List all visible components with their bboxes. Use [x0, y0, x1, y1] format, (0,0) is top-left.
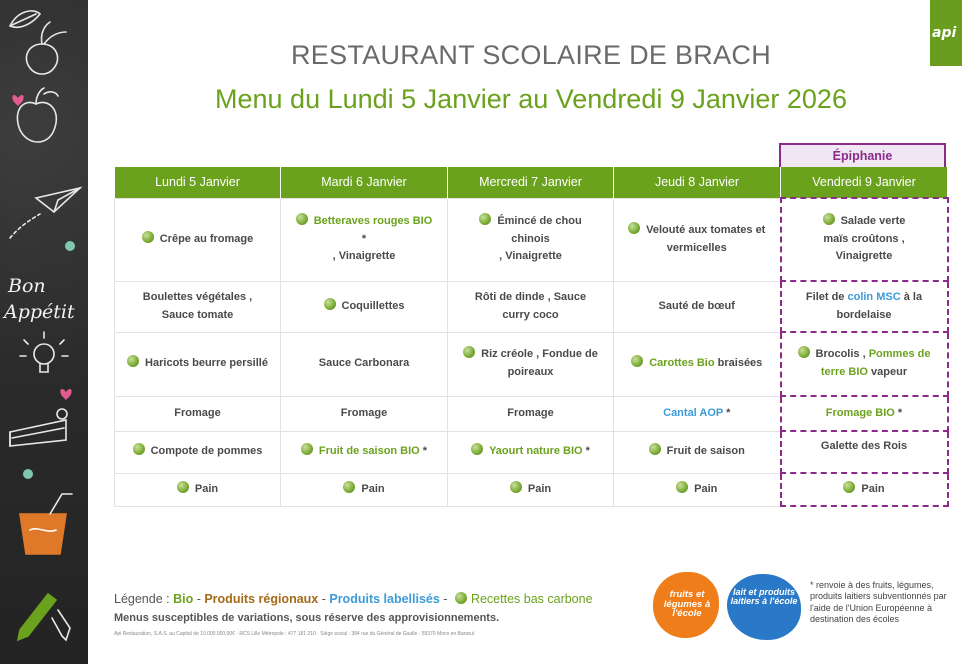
menu-cell: Crêpe au fromage — [115, 198, 281, 281]
day-header: Lundi 5 Janvier — [115, 167, 281, 198]
small-print: Api Restauration, S.A.S. au Capital de 10.000.000,00€ · RCS Lille Métropole : 477 181 210 · Siège social : 384 rue du Général de Gaulle · 59370 Mons en Barœul — [114, 631, 474, 637]
brand-logo: api — [930, 0, 962, 66]
menu-cell-special: Fromage BIO * — [781, 396, 948, 431]
menu-cell: Pain — [614, 473, 781, 506]
table-row — [115, 332, 948, 396]
legend: Légende : Bio - Produits régionaux - Produits labellisés - Recettes bas carbone — [114, 592, 593, 606]
day-header: Vendredi 9 Janvier — [781, 167, 948, 198]
table-header-row — [115, 167, 948, 198]
eu-note: * renvoie à des fruits, légumes, produits laitiers subventionnés par l'aide de l'Union Européenne à destination des écoles — [810, 580, 947, 624]
low-carbon-icon — [798, 346, 810, 358]
legend-bio: Bio — [173, 592, 194, 606]
low-carbon-icon — [510, 481, 522, 493]
table-row — [115, 281, 948, 332]
low-carbon-icon — [843, 481, 855, 493]
low-carbon-icon — [471, 443, 483, 455]
special-day-label: Épiphanie — [779, 143, 946, 169]
day-header: Mardi 6 Janvier — [281, 167, 448, 198]
menu-cell: Pain — [115, 473, 281, 506]
table-row — [115, 198, 948, 281]
low-carbon-icon — [324, 298, 336, 310]
low-carbon-icon — [127, 355, 139, 367]
light-bulb-icon — [20, 332, 68, 372]
menu-cell: Coquillettes — [281, 281, 448, 332]
svg-text:Appétit: Appétit — [4, 301, 75, 323]
menu-title: Menu du Lundi 5 Janvier au Vendredi 9 Janvier 2026 — [215, 84, 847, 114]
menu-table — [114, 167, 949, 507]
low-carbon-icon — [628, 222, 640, 234]
low-carbon-icon — [463, 346, 475, 358]
menu-cell: Carottes Bio braisées — [614, 332, 781, 396]
menu-cell-special: Filet de colin MSC à la bordelaise — [781, 281, 948, 332]
menu-cell-special: Salade verte maïs croûtons , Vinaigrette — [781, 198, 948, 281]
low-carbon-icon — [142, 231, 154, 243]
day-header: Jeudi 8 Janvier — [614, 167, 781, 198]
menu-cell: Fromage — [115, 396, 281, 431]
menu-cell: Émincé de chou chinois , Vinaigrette — [448, 198, 614, 281]
leaf-icon — [10, 11, 40, 27]
menu-cell-special: Brocolis , Pommes de terre BIO vapeur — [781, 332, 948, 396]
paper-plane-icon — [10, 188, 80, 238]
table-row — [115, 473, 948, 506]
menu-cell: Fromage — [281, 396, 448, 431]
lait-produits-laitiers-logo: lait et produits laitiers à l'école — [723, 570, 807, 642]
pencil-icon — [18, 594, 70, 640]
menu-cell: Rôti de dinde , Sauce curry coco — [448, 281, 614, 332]
low-carbon-icon — [133, 443, 145, 455]
low-carbon-icon — [343, 481, 355, 493]
menu-cell: Pain — [281, 473, 448, 506]
menu-cell: Compote de pommes — [115, 431, 281, 473]
menu-cell: Sauté de bœuf — [614, 281, 781, 332]
juice-glass-icon — [20, 494, 72, 554]
low-carbon-icon — [823, 213, 835, 225]
menu-cell: Betteraves rouges BIO * , Vinaigrette — [281, 198, 448, 281]
low-carbon-icon — [479, 213, 491, 225]
menu-cell: Yaourt nature BIO * — [448, 431, 614, 473]
low-carbon-icon — [301, 443, 313, 455]
menu-cell: Velouté aux tomates et vermicelles — [614, 198, 781, 281]
cake-icon — [10, 409, 67, 446]
menu-cell: Sauce Carbonara — [281, 332, 448, 396]
low-carbon-icon — [649, 443, 661, 455]
apple-icon — [17, 88, 58, 142]
table-row — [115, 431, 948, 473]
legend-regional: Produits régionaux — [204, 592, 319, 606]
low-carbon-icon — [455, 592, 467, 604]
menu-cell-special: Galette des Rois — [781, 431, 948, 473]
school-title: RESTAURANT SCOLAIRE DE BRACH — [291, 40, 771, 70]
legend-note: Menus susceptibles de variations, sous réserve des approvisionnements. — [114, 612, 500, 624]
menu-cell: Boulettes végétales , Sauce tomate — [115, 281, 281, 332]
menu-cell-special: Pain — [781, 473, 948, 506]
legend-carbon: Recettes bas carbone — [470, 592, 593, 606]
low-carbon-icon — [177, 481, 189, 493]
low-carbon-icon — [676, 481, 688, 493]
chalkboard-sidebar — [0, 0, 88, 664]
menu-cell: Haricots beurre persillé — [115, 332, 281, 396]
fruits-legumes-logo: fruits et légumes à l'école — [651, 568, 721, 640]
day-header: Mercredi 7 Janvier — [448, 167, 614, 198]
menu-cell: Pain — [448, 473, 614, 506]
low-carbon-icon — [296, 213, 308, 225]
low-carbon-icon — [631, 355, 643, 367]
menu-cell: Fruit de saison — [614, 431, 781, 473]
menu-cell: Cantal AOP * — [614, 396, 781, 431]
table-row — [115, 396, 948, 431]
bon-appetit-text: Bon — [8, 275, 46, 297]
legend-labelled: Produits labellisés — [329, 592, 440, 606]
menu-cell: Fromage — [448, 396, 614, 431]
menu-cell: Riz créole , Fondue de poireaux — [448, 332, 614, 396]
menu-cell: Fruit de saison BIO * — [281, 431, 448, 473]
beet-icon — [26, 22, 66, 74]
